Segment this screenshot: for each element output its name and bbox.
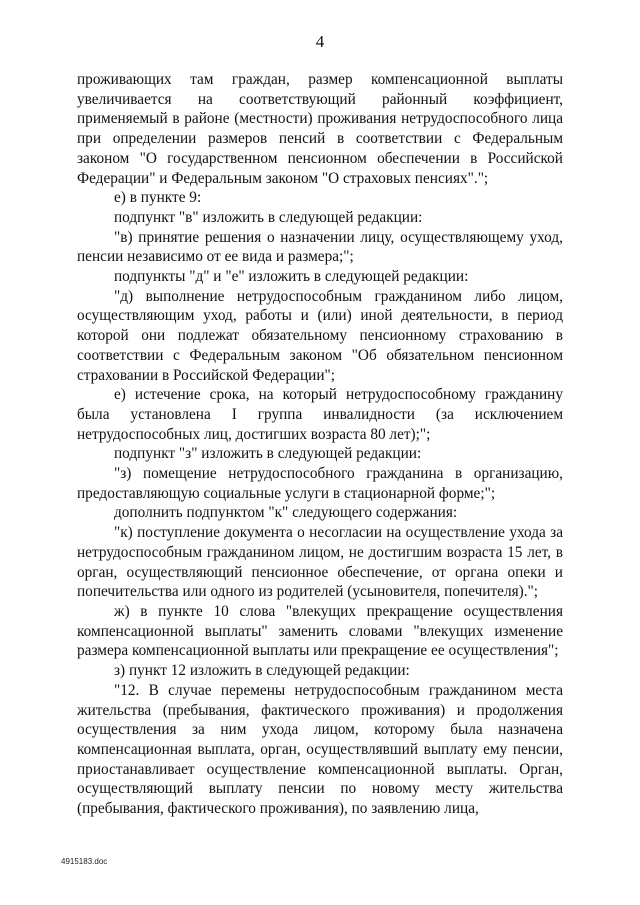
paragraph: "з) помещение нетрудоспособного гражданина в организацию, предоставляющую социальные услуги в стационарной форме;"; [77,465,563,502]
paragraph: подпункты "д" и "е" изложить в следующей редакции: [114,268,469,286]
paragraph: "к) поступление документа о несогласии на осуществление ухода за нетрудоспособным гражданином лицом, не достигшим возраста 15 лет, в орган, осуществляющий пенсионное обеспечение, от органа опеки и попечительства или одного из родителей (усыновителя, попечителя)."; [77,524,563,601]
paragraph: дополнить подпунктом "к" следующего содержания: [114,504,458,522]
document-body [77,70,563,819]
paragraph: е) истечение срока, на который нетрудоспособному гражданину была установлена I группа инвалидности (за исключением нетрудоспособных лиц, достигших возраста 80 лет);"; [77,386,563,443]
document-file-code: 4915183.doc [61,857,108,866]
paragraph: з) пункт 12 изложить в следующей редакции: [114,662,410,680]
paragraph: "д) выполнение нетрудоспособным гражданином либо лицом, осуществляющим уход, работы и (или) иной деятельности, в период которой они подлежат обязательному пенсионному страхованию в соответствии с Федеральным законом "Об обязательном пенсионном страховании в Российской Федерации"; [77,287,563,384]
paragraph: подпункт "в" изложить в следующей редакции: [114,208,423,226]
paragraph: подпункт "з" изложить в следующей редакции: [114,445,422,463]
paragraph: "12. В случае перемены нетрудоспособным гражданином места жительства (пребывания, фактического проживания) и продолжения осуществления за ним ухода лицом, которому была назначена компенсационная выплата, орган, осуществлявший выплату ему пенсии, приостанавливает осуществление компенсационной выплаты. Орган, осуществляющий выплату пенсии по новому месту жительства (пребывания, фактического проживания), по заявлению лица, [77,681,563,818]
page-number: 4 [315,32,325,51]
paragraph: "в) принятие решения о назначении лицу, осуществляющему уход, пенсии независимо от ее вида и размера;"; [77,228,563,266]
paragraph: проживающих там граждан, размер компенсационной выплаты увеличивается на соответствующий районный коэффициент, применяемый в районе (местности) проживания нетрудоспособного лица при определении размеров пенсий в соответствии с Федеральным законом "О государственном пенсионном обеспечении в Российской Федерации" и Федеральным законом "О страховых пенсиях"."; [77,71,563,187]
paragraph: ж) в пункте 10 слова "влекущих прекращение осуществления компенсационной выплаты" заменить словами "влекущих изменение размера компенсационной выплаты или прекращение ее осуществления"; [77,602,563,660]
paragraph: е) в пункте 9: [114,189,202,207]
